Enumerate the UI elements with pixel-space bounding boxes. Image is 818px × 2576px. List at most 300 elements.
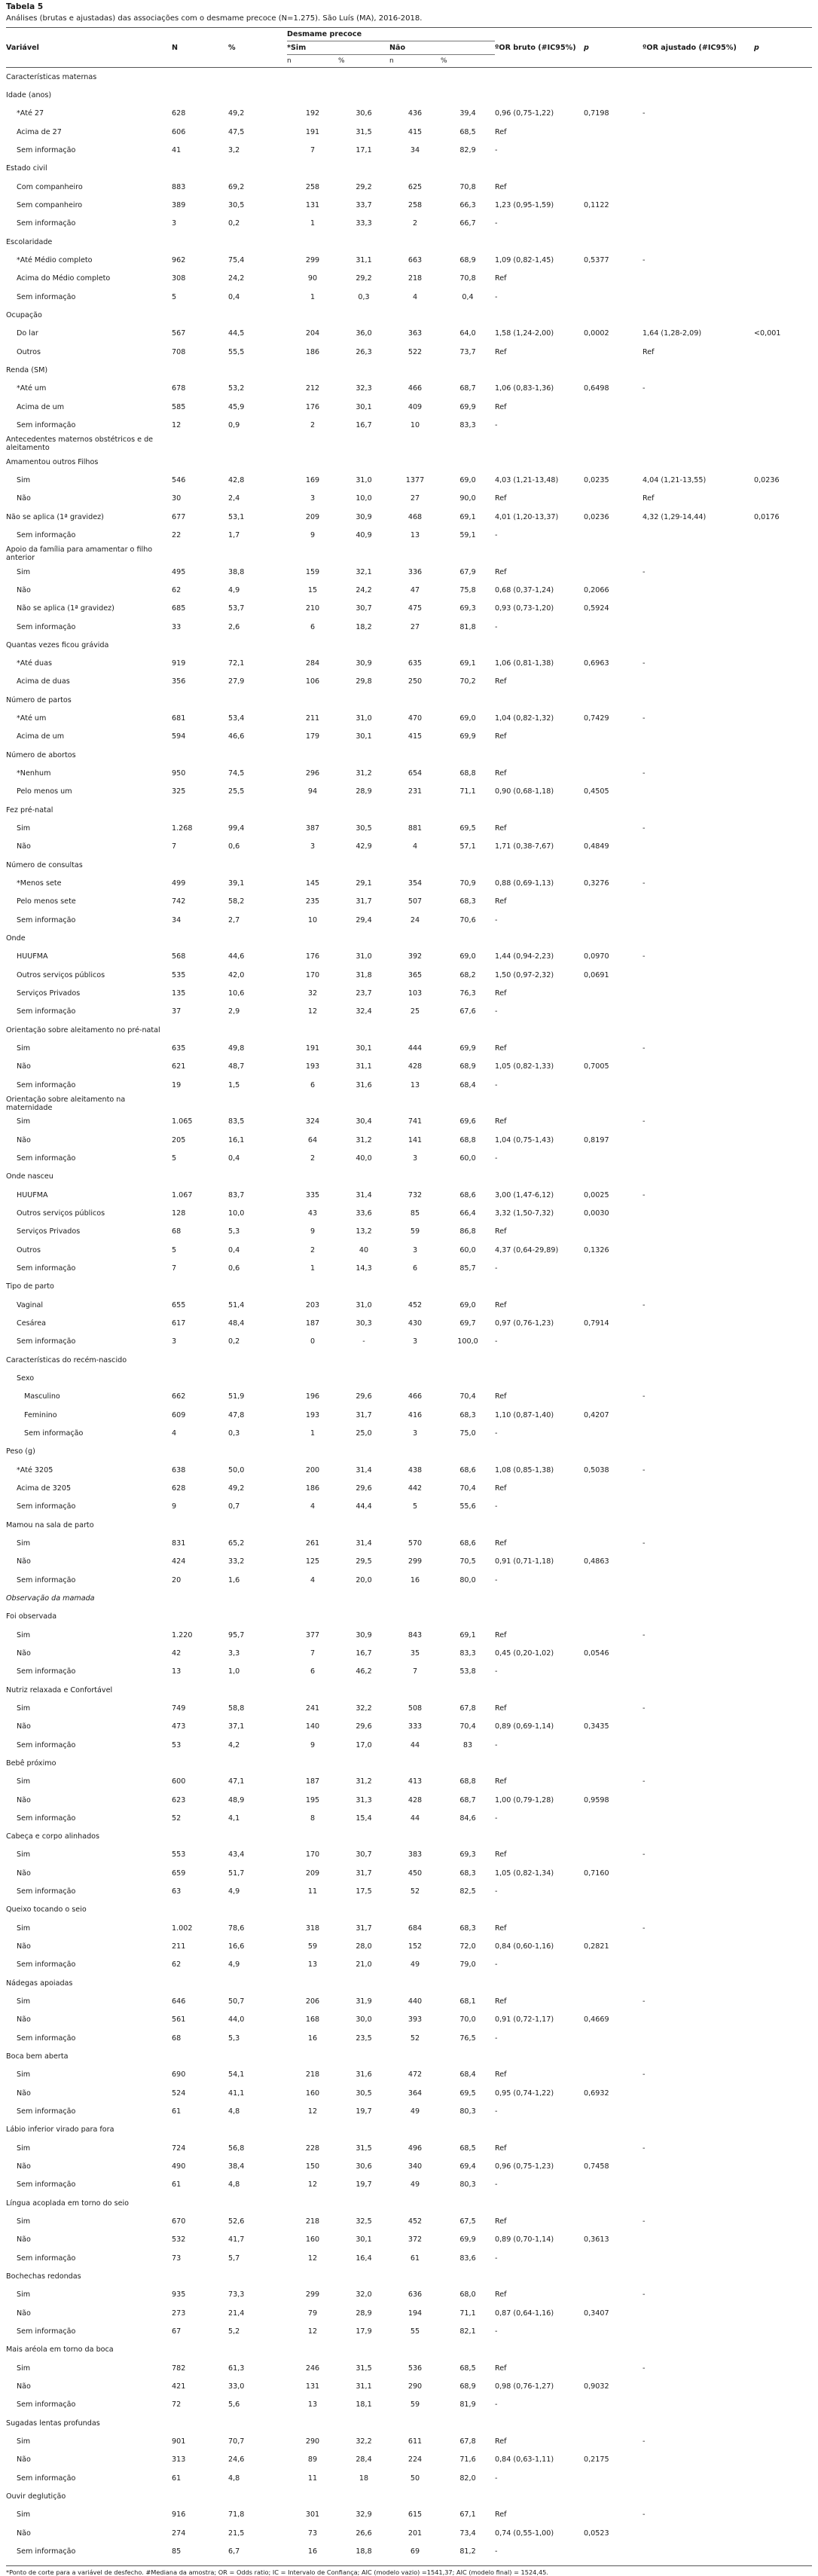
cell-or-ajustado: -	[642, 714, 646, 723]
cell-sim-n	[287, 435, 338, 453]
cell-p-bruto	[584, 1754, 642, 1772]
cell-nao-n: 536	[407, 2364, 423, 2373]
cell-or-bruto: 0,84 (0,63-1,11)	[495, 2455, 554, 2464]
cell-p-bruto	[584, 764, 642, 782]
table-row	[6, 1974, 812, 1992]
cell-nao-pct	[441, 86, 495, 104]
cell-p-bruto	[584, 1113, 642, 1131]
cell-pct: 70,7	[228, 2437, 245, 2446]
cell-nao-pct: 69,7	[459, 1319, 476, 1328]
cell-or-bruto: -	[495, 1502, 498, 1511]
cell-sim-n: 89	[307, 2455, 318, 2464]
row-label: Sem informação	[17, 1502, 76, 1511]
cell-sim-pct: 31,4	[356, 1465, 372, 1474]
cell-p-ajustado	[754, 2231, 812, 2249]
cell-p-bruto	[584, 1901, 642, 1919]
cell-nao-pct: 69,9	[459, 732, 476, 741]
cell-p-bruto	[584, 1369, 642, 1387]
cell-nao-pct: 68,5	[459, 2364, 476, 2373]
cell-sim-pct	[338, 801, 389, 819]
table-row	[6, 2231, 812, 2249]
cell-or-bruto	[495, 1828, 584, 1846]
cell-n: 273	[172, 2309, 186, 2318]
table-row	[6, 1901, 812, 1919]
table-row	[6, 2176, 812, 2194]
cell-pct: 0,4	[228, 1245, 240, 1254]
table-row	[6, 2542, 812, 2560]
cell-or-ajustado	[642, 1754, 754, 1772]
cell-p-bruto	[584, 1498, 642, 1516]
cell-p-bruto	[584, 1223, 642, 1241]
table-row	[6, 1864, 812, 1882]
cell-p-bruto: 0,3435	[584, 1722, 609, 1731]
row-label: Sem informação	[17, 915, 76, 924]
cell-sim-n	[287, 801, 338, 819]
cell-sim-n: 94	[307, 787, 318, 796]
cell-or-bruto	[495, 1901, 584, 1919]
cell-n	[172, 435, 228, 453]
row-label: Sem informação	[17, 1814, 76, 1823]
cell-or-bruto: 0,95 (0,74-1,22)	[495, 2089, 554, 2098]
cell-sim-n	[287, 545, 338, 563]
cell-nao-n: 409	[407, 402, 423, 411]
cell-nao-n	[389, 1681, 441, 1699]
cell-n: 325	[172, 787, 186, 796]
cell-nao-pct: 70,0	[459, 2015, 476, 2024]
cell-sim-n	[287, 1589, 338, 1607]
cell-sim-n: 12	[307, 2254, 318, 2263]
table-row	[6, 819, 812, 837]
cell-or-ajustado	[642, 270, 754, 288]
cell-or-ajustado	[642, 2341, 754, 2359]
cell-or-bruto	[495, 233, 584, 251]
cell-p-ajustado	[754, 618, 812, 636]
cell-nao-pct	[441, 1516, 495, 1534]
cell-p-ajustado	[754, 86, 812, 104]
cell-or-bruto: 0,96 (0,75-1,23)	[495, 2162, 554, 2171]
cell-nao-pct: 67,6	[459, 1007, 476, 1016]
cell-p-ajustado	[754, 1461, 812, 1479]
row-label: *Até duas	[17, 659, 52, 668]
cell-sim-pct	[338, 929, 389, 947]
cell-nao-n	[389, 1901, 441, 1919]
cell-or-ajustado	[642, 2267, 754, 2285]
cell-p-bruto: 0,3613	[584, 2235, 609, 2244]
cell-or-ajustado	[642, 1076, 754, 1094]
table-row	[6, 636, 812, 654]
table-row	[6, 1681, 812, 1699]
row-label: Nutriz relaxada e Confortável	[6, 1685, 113, 1694]
cell-or-ajustado	[642, 1131, 754, 1149]
cell-p-bruto: 0,7914	[584, 1319, 609, 1328]
header-desmame-precoce: Desmame precoce	[287, 28, 495, 41]
row-label: Apoio da família para amamentar o filho anterior	[6, 545, 153, 562]
cell-or-bruto: Ref	[495, 2144, 507, 2153]
cell-n: 742	[172, 897, 186, 906]
table-caption: Análises (brutas e ajustadas) das associações com o desmame precoce (N=1.275). São Luís (MA), 2016-2018.	[6, 14, 423, 23]
cell-or-bruto	[495, 2341, 584, 2359]
cell-sim-n: 3	[310, 494, 316, 503]
cell-pct	[228, 86, 287, 104]
table-row	[6, 856, 812, 874]
cell-or-ajustado: -	[642, 1777, 646, 1786]
cell-n: 490	[172, 2162, 186, 2171]
row-label: Não	[17, 2309, 31, 2318]
cell-pct: 21,5	[228, 2529, 245, 2538]
cell-or-bruto	[495, 1754, 584, 1772]
cell-or-bruto: Ref	[495, 1539, 507, 1548]
cell-p-bruto	[584, 435, 642, 453]
cell-pct: 4,9	[228, 585, 240, 594]
cell-p-ajustado	[754, 1809, 812, 1827]
cell-or-bruto	[495, 2121, 584, 2139]
cell-or-bruto	[495, 1168, 584, 1186]
cell-sim-pct: 23,7	[356, 989, 372, 998]
cell-sim-pct: 17,1	[356, 145, 372, 154]
cell-p-ajustado	[754, 911, 812, 929]
cell-p-bruto	[584, 1039, 642, 1057]
cell-sim-n	[287, 1901, 338, 1919]
cell-pct	[228, 1828, 287, 1846]
cell-sim-n: 131	[305, 2382, 320, 2391]
cell-p-ajustado	[754, 398, 812, 416]
cell-or-ajustado	[642, 1003, 754, 1021]
cell-sim-n: 192	[305, 109, 320, 118]
cell-or-ajustado	[642, 636, 754, 654]
cell-n	[172, 2047, 228, 2065]
cell-sim-n: 204	[305, 329, 320, 338]
cell-p-bruto	[584, 2249, 642, 2267]
cell-p-ajustado	[754, 1168, 812, 1186]
cell-n: 535	[172, 970, 186, 979]
table-row	[6, 1296, 812, 1314]
row-label: Outros	[17, 1245, 41, 1254]
table-row	[6, 1113, 812, 1131]
cell-sim-n: 16	[307, 2547, 318, 2556]
row-label: Sim	[17, 1997, 31, 2006]
cell-sim-n	[287, 2414, 338, 2432]
cell-p-bruto	[584, 1956, 642, 1974]
cell-nao-n: 570	[407, 1539, 423, 1548]
cell-sim-pct: 29,6	[356, 1722, 372, 1731]
cell-sim-pct	[338, 1974, 389, 1992]
cell-sim-n: 187	[305, 1777, 320, 1786]
cell-sim-pct: 36,0	[356, 329, 372, 338]
cell-pct	[228, 1094, 287, 1112]
row-label: Sem informação	[17, 2327, 76, 2336]
cell-sim-pct	[338, 1589, 389, 1607]
table-row	[6, 2322, 812, 2340]
cell-sim-pct: 30,4	[356, 1117, 372, 1126]
cell-sim-n: 206	[305, 1997, 320, 2006]
cell-nao-n	[389, 2194, 441, 2212]
cell-nao-n: 25	[410, 1007, 420, 1016]
cell-p-bruto	[584, 819, 642, 837]
cell-sim-n: 195	[305, 1795, 320, 1804]
cell-pct: 2,6	[228, 622, 240, 631]
cell-p-ajustado	[754, 1186, 812, 1204]
cell-or-ajustado: -	[642, 2510, 646, 2519]
cell-pct: 38,8	[228, 567, 245, 576]
cell-nao-pct	[441, 233, 495, 251]
cell-p-bruto	[584, 911, 642, 929]
cell-nao-pct	[441, 856, 495, 874]
cell-nao-n: 44	[410, 1740, 420, 1749]
row-label: Sem companheiro	[17, 200, 83, 209]
cell-n: 34	[172, 915, 182, 924]
row-label: Não	[17, 1869, 31, 1878]
cell-nao-n: 34	[410, 145, 420, 154]
cell-nao-pct: 68,9	[459, 2382, 476, 2391]
cell-nao-n: 13	[410, 1080, 420, 1089]
cell-sim-n: 4	[310, 1502, 316, 1511]
cell-sim-n: 145	[305, 879, 320, 888]
row-label: Sem informação	[17, 2400, 76, 2409]
cell-p-bruto	[584, 984, 642, 1002]
subheader-nao-n: n	[389, 57, 394, 65]
cell-n: 53	[172, 1740, 182, 1749]
cell-or-ajustado	[642, 1223, 754, 1241]
cell-or-ajustado	[642, 1241, 754, 1259]
cell-or-ajustado	[642, 2322, 754, 2340]
cell-p-bruto	[584, 1479, 642, 1497]
cell-sim-pct: 15,4	[356, 1814, 372, 1823]
table-row	[6, 361, 812, 379]
cell-or-bruto: Ref	[495, 182, 507, 191]
cell-or-bruto: Ref	[495, 897, 507, 906]
cell-pct	[228, 1443, 287, 1461]
cell-nao-n: 7	[412, 1667, 418, 1676]
cell-sim-n: 131	[305, 200, 320, 209]
cell-nao-n: 5	[412, 1502, 418, 1511]
cell-nao-n: 59	[410, 2400, 420, 2409]
cell-or-bruto	[495, 801, 584, 819]
cell-sim-pct: 42,9	[356, 842, 372, 851]
cell-or-bruto: Ref	[495, 567, 507, 576]
cell-nao-n: 440	[407, 1997, 423, 2006]
row-label: Quantas vezes ficou grávida	[6, 640, 109, 649]
cell-pct: 45,9	[228, 402, 245, 411]
cell-nao-n	[389, 801, 441, 819]
cell-n: 524	[172, 2089, 186, 2098]
cell-or-bruto: -	[495, 292, 498, 301]
table-row	[6, 2157, 812, 2175]
cell-or-bruto	[495, 929, 584, 947]
cell-n: 690	[172, 2070, 186, 2079]
cell-sim-pct	[338, 86, 389, 104]
cell-p-bruto: 0,7429	[584, 714, 609, 723]
cell-sim-n: 15	[307, 585, 318, 594]
row-label: Língua acoplada em torno do seio	[6, 2199, 130, 2208]
row-label: Sim	[17, 2290, 31, 2299]
cell-p-bruto	[584, 2341, 642, 2359]
cell-pct: 0,4	[228, 292, 240, 301]
cell-sim-pct	[338, 1021, 389, 1039]
cell-sim-n: 301	[305, 2510, 320, 2519]
cell-sim-n: 179	[305, 732, 320, 741]
cell-p-ajustado	[754, 819, 812, 837]
cell-n: 623	[172, 1795, 186, 1804]
cell-sim-pct: 17,5	[356, 1887, 372, 1896]
cell-n: 12	[172, 420, 182, 429]
cell-nao-pct: 68,5	[459, 127, 476, 136]
cell-or-bruto: Ref	[495, 402, 507, 411]
cell-pct: 0,9	[228, 420, 240, 429]
cell-p-ajustado	[754, 306, 812, 324]
cell-pct: 53,4	[228, 714, 245, 723]
cell-or-bruto	[495, 160, 584, 178]
header-variavel: Variável	[6, 44, 39, 52]
row-label: Queixo tocando o seio	[6, 1905, 87, 1914]
cell-or-ajustado: -	[642, 2364, 646, 2373]
cell-p-bruto: 0,0030	[584, 1209, 609, 1218]
table-row	[6, 1626, 812, 1644]
cell-p-ajustado	[754, 2524, 812, 2542]
cell-p-ajustado	[754, 1534, 812, 1552]
cell-or-bruto	[495, 2267, 584, 2285]
row-label: Nádegas apoiadas	[6, 1979, 73, 1988]
row-label: *Até 3205	[17, 1465, 53, 1474]
cell-pct	[228, 361, 287, 379]
cell-nao-n	[389, 160, 441, 178]
cell-pct: 55,5	[228, 347, 245, 356]
cell-p-ajustado	[754, 673, 812, 691]
cell-n: 19	[172, 1080, 182, 1089]
cell-p-bruto: 0,4863	[584, 1557, 609, 1566]
cell-p-ajustado	[754, 1846, 812, 1864]
cell-or-bruto	[495, 1443, 584, 1461]
cell-pct	[228, 929, 287, 947]
cell-nao-n: 496	[407, 2144, 423, 2153]
cell-nao-n	[389, 929, 441, 947]
table-row	[6, 380, 812, 398]
cell-p-bruto: 0,8197	[584, 1135, 609, 1144]
cell-nao-pct	[441, 1901, 495, 1919]
cell-nao-n: 372	[407, 2235, 423, 2244]
table-row	[6, 801, 812, 819]
cell-sim-pct	[338, 160, 389, 178]
cell-nao-n: 61	[410, 2254, 420, 2263]
cell-nao-n: 201	[407, 2529, 423, 2538]
cell-or-bruto	[495, 1589, 584, 1607]
cell-or-bruto: Ref	[495, 677, 507, 686]
cell-sim-pct: 29,1	[356, 879, 372, 888]
row-label: Bebê próximo	[6, 1759, 56, 1768]
cell-p-ajustado	[754, 68, 812, 87]
cell-n	[172, 2267, 228, 2285]
cell-nao-pct: 100,0	[457, 1337, 478, 1346]
cell-or-bruto: Ref	[495, 2510, 507, 2519]
cell-nao-pct: 76,5	[459, 2034, 476, 2043]
cell-nao-n: 49	[410, 1960, 420, 1969]
cell-n	[172, 1828, 228, 1846]
cell-sim-n: 73	[307, 2529, 318, 2538]
cell-nao-pct: 69,0	[459, 952, 476, 961]
row-label: Mamou na sala de parto	[6, 1520, 94, 1529]
cell-nao-pct: 71,6	[459, 2455, 476, 2464]
cell-nao-n: 611	[407, 2437, 423, 2446]
table-row	[6, 2396, 812, 2414]
cell-nao-n: 507	[407, 897, 423, 906]
cell-n: 389	[172, 200, 186, 209]
cell-nao-n: 299	[407, 1557, 423, 1566]
cell-or-ajustado	[642, 2304, 754, 2322]
cell-p-ajustado	[754, 141, 812, 159]
cell-sim-n: 200	[305, 1465, 320, 1474]
cell-or-bruto: 1,71 (0,38-7,67)	[495, 842, 554, 851]
cell-nao-n: 466	[407, 1392, 423, 1401]
cell-sim-pct: 31,0	[356, 475, 372, 484]
header-p-ajustado: p	[754, 44, 759, 52]
cell-or-bruto: Ref	[495, 2437, 507, 2446]
cell-or-ajustado	[642, 453, 754, 471]
cell-p-bruto: 0,0691	[584, 970, 609, 979]
table-row	[6, 86, 812, 104]
row-label: Pelo menos sete	[17, 897, 76, 906]
cell-p-ajustado	[754, 1992, 812, 2010]
cell-pct: 1,6	[228, 1575, 240, 1584]
cell-nao-pct	[441, 801, 495, 819]
cell-n: 42	[172, 1649, 182, 1658]
cell-nao-n: 10	[410, 420, 420, 429]
table-row	[6, 123, 812, 141]
cell-n: 205	[172, 1135, 186, 1144]
cell-pct: 38,4	[228, 2162, 245, 2171]
cell-sim-pct: 30,3	[356, 1319, 372, 1328]
cell-sim-n: 6	[310, 622, 316, 631]
table-row	[6, 2304, 812, 2322]
cell-nao-pct	[441, 68, 495, 87]
table-row	[6, 1956, 812, 1974]
cell-nao-pct: 69,1	[459, 512, 476, 521]
cell-sim-pct: 30,6	[356, 109, 372, 118]
cell-p-bruto	[584, 1608, 642, 1626]
cell-nao-pct: 69,3	[459, 1850, 476, 1859]
cell-n: 33	[172, 622, 182, 631]
cell-or-bruto: -	[495, 2107, 498, 2116]
cell-sim-pct: 31,0	[356, 1300, 372, 1309]
cell-nao-pct	[441, 1443, 495, 1461]
cell-or-bruto	[495, 1351, 584, 1369]
cell-n: 708	[172, 347, 186, 356]
cell-or-bruto: -	[495, 1080, 498, 1089]
cell-n: 635	[172, 1044, 186, 1053]
cell-or-ajustado: -	[642, 1997, 646, 2006]
cell-nao-pct: 81,8	[459, 622, 476, 631]
row-label: Sem informação	[17, 622, 76, 631]
cell-n: 670	[172, 2217, 186, 2226]
cell-or-ajustado	[642, 2524, 754, 2542]
cell-n	[172, 1974, 228, 1992]
row-label: Sem informação	[17, 2180, 76, 2189]
cell-pct: 47,8	[228, 1410, 245, 1419]
cell-nao-n	[389, 691, 441, 709]
cell-p-ajustado	[754, 1278, 812, 1296]
cell-pct: 52,6	[228, 2217, 245, 2226]
cell-sim-pct: 31,1	[356, 1062, 372, 1071]
cell-p-bruto	[584, 178, 642, 196]
cell-sim-n: 125	[305, 1557, 320, 1566]
row-label: Sugadas lentas profundas	[6, 2419, 100, 2428]
cell-or-bruto: 1,04 (0,75-1,43)	[495, 1135, 554, 1144]
cell-p-ajustado	[754, 929, 812, 947]
cell-n: 85	[172, 2547, 182, 2556]
cell-n: 67	[172, 2327, 182, 2336]
table-row	[6, 764, 812, 782]
cell-or-ajustado	[642, 2469, 754, 2487]
cell-pct: 44,5	[228, 329, 245, 338]
cell-or-bruto	[495, 545, 584, 563]
